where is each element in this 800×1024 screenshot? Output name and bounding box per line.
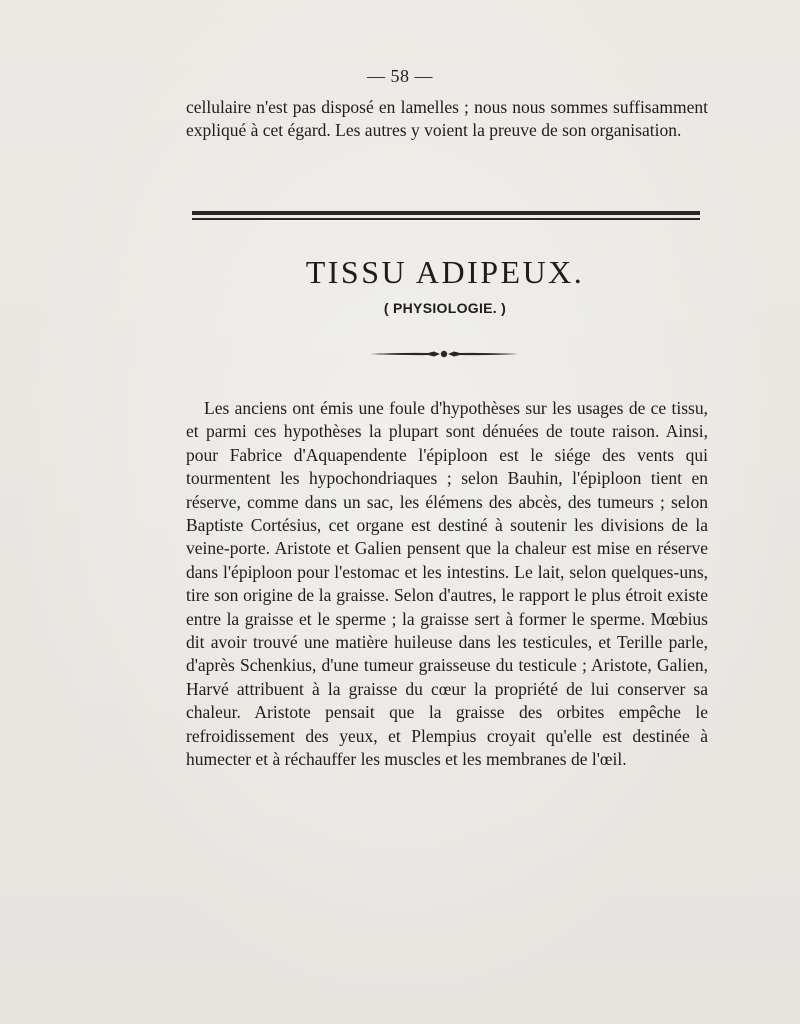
section-divider-thin — [192, 218, 700, 220]
section-divider-thick — [192, 211, 700, 215]
page-number: — 58 — — [367, 66, 433, 86]
section-body — [186, 397, 708, 772]
ornament-divider-icon — [368, 346, 520, 362]
section-subtitle: ( PHYSIOLOGIE. ) — [383, 300, 507, 316]
continuation-paragraph — [186, 96, 708, 143]
continuation-text: cellulaire n'est pas disposé en lamelles ; nous nous sommes suffisamment expliqué à cet égard. Les autres y voient la preuve de son organisation. — [186, 97, 708, 141]
section-title: TISSU ADIPEUX. — [305, 254, 585, 290]
body-paragraph: Les anciens ont émis une foule d'hypothèses sur les usages de ce tissu, et parmi ces hypothèses la plupart sont dénuées de toute raison. Ainsi, pour Fabrice d'Aquapendente l'épiploon est le siége des vents qui tourmentent les hypochondriaques ; selon Bauhin, l'épiploon tient en réserve, comme dans un sac, les élémens des abcès, des tumeurs ; selon Baptiste Cortésius, cet organe est destiné à soutenir les divisions de la veine-porte. Aristote et Galien pensent que la chaleur est mise en réserve dans l'épiploon pour l'estomac et les intestins. Le lait, selon quelques-uns, tire son origine de la graisse. Selon d'autres, le rapport le plus étroit existe entre la graisse et le sperme ; la graisse sert à former le sperme. Mœbius dit avoir trouvé une matière huileuse dans les testicules, et Terille parle, d'après Schenkius, d'une tumeur graisseuse du testicule ; Aristote, Galien, Harvé attribuent à la graisse du cœur la propriété de lui conserver sa chaleur. Aristote pensait que la graisse des orbites empêche le refroidissement des yeux, et Plempius croyait qu'elle est destinée à humecter et à réchauffer les muscles et les membranes de l'œil. — [186, 398, 708, 770]
